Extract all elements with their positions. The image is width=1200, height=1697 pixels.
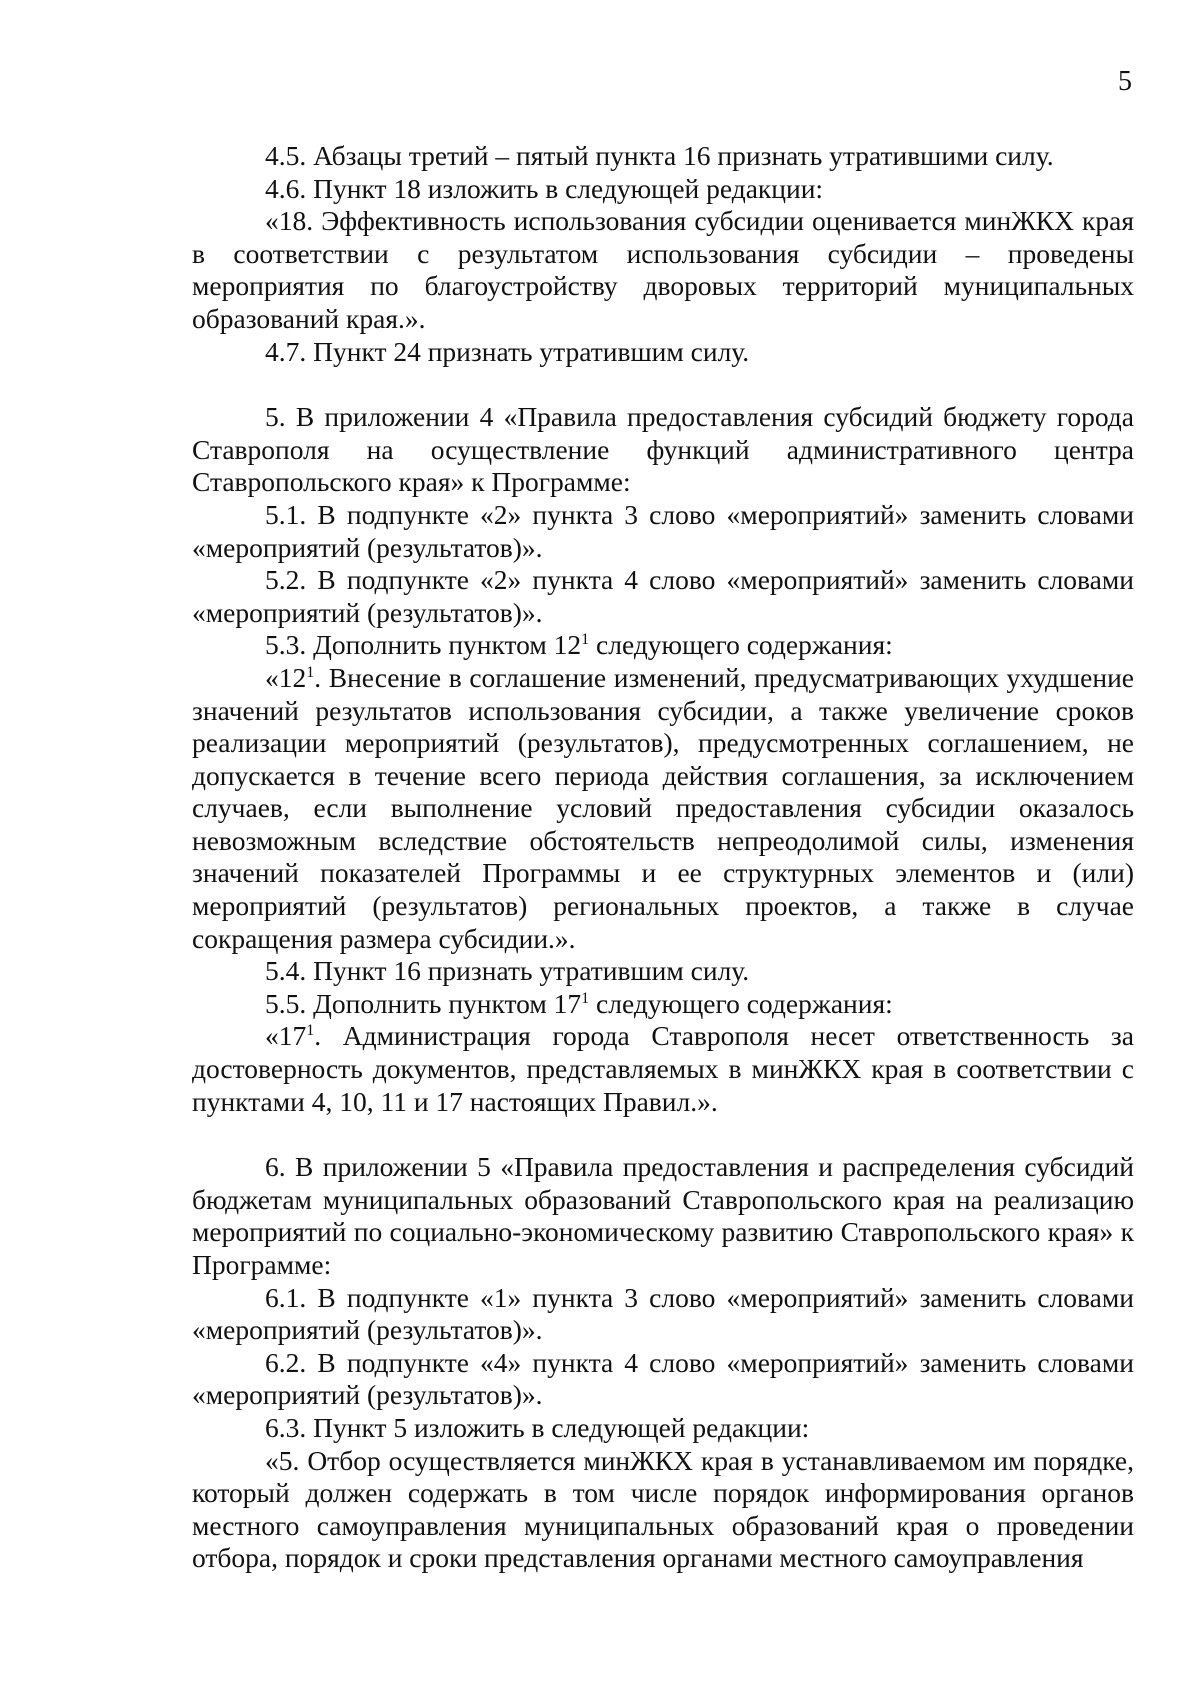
- paragraph-4-5: 4.5. Абзацы третий – пятый пункта 16 признать утратившими силу.: [265, 140, 1054, 171]
- paragraph-5-3-text: 5.3. Дополнить пунктом 12: [265, 629, 582, 661]
- paragraph-5-1: 5.1. В подпункте «2» пункта 3 слово «мероприятий» заменить словами «мероприятий (результатов)».: [192, 498, 1134, 563]
- paragraph-quote-5: «5. Отбор осуществляется минЖКХ края в устанавливаемом им порядке, который должен содержать в том числе порядок информирования органов местного самоуправления муниципальных образований края о проведении отбора, порядок и сроки представления органами местного самоуправления: [192, 1444, 1134, 1574]
- paragraph-5-4: 5.4. Пункт 16 признать утратившим силу.: [265, 955, 750, 987]
- paragraph-6-2: 6.2. В подпункте «4» пункта 4 слово «мероприятий» заменить словами «мероприятий (результатов)».: [192, 1346, 1134, 1411]
- paragraph-6-1: 6.1. В подпункте «1» пункта 3 слово «мероприятий» заменить словами «мероприятий (результатов)».: [192, 1281, 1134, 1346]
- paragraph-5-3: [192, 629, 1134, 662]
- superscript-mark: 1: [581, 631, 590, 649]
- paragraph-5: 5. В приложении 4 «Правила предоставления субсидий бюджету города Ставрополя на осуществление функций административного центра Ставропольского края» к Программе:: [192, 401, 1134, 498]
- superscript-mark: 1: [581, 989, 590, 1007]
- paragraph-quote-17-1-start: «17: [265, 1020, 307, 1052]
- paragraph-quote-18: «18. Эффективность использования субсидии оценивается минЖКХ края в соответствии с результатом использования субсидии – проведены мероприятия по благоустройству дворовых территорий муниципальных образований края.».: [192, 205, 1134, 334]
- paragraph-4-7: 4.7. Пункт 24 признать утратившим силу.: [265, 335, 750, 367]
- paragraph-quote-12-1-start: «12: [265, 661, 307, 693]
- paragraph-quote-12-1: [192, 662, 1134, 955]
- paragraph-5-2: 5.2. В подпункте «2» пункта 4 слово «мероприятий» заменить словами «мероприятий (результатов)».: [192, 564, 1134, 628]
- paragraph-5-3-tail: следующего содержания:: [589, 629, 893, 661]
- superscript-mark: 1: [306, 663, 315, 681]
- paragraph-5-5: [192, 988, 1134, 1021]
- paragraph-5-5-text: 5.5. Дополнить пунктом 17: [265, 987, 582, 1019]
- document-body: [192, 140, 1134, 1575]
- paragraph-6: 6. В приложении 5 «Правила предоставления и распределения субсидий бюджетам муниципальных образований Ставропольского края на реализацию мероприятий по социально-экономическому развитию Ставропольского края» к Программе:: [192, 1151, 1134, 1280]
- paragraph-6-3: 6.3. Пункт 5 изложить в следующей редакции:: [265, 1411, 810, 1443]
- superscript-mark: 1: [306, 1022, 315, 1040]
- paragraph-4-6: 4.6. Пункт 18 изложить в следующей редакции:: [265, 172, 824, 204]
- paragraph-quote-17-1-text: . Администрация города Ставрополя несет ответственность за достоверность документов, представляемых в минЖКХ края в соответствии с пунктами 4, 10, 11 и 17 настоящих Правил.».: [192, 1020, 1134, 1117]
- page-number: 5: [1118, 66, 1132, 97]
- paragraph-5-5-tail: следующего содержания:: [589, 987, 893, 1019]
- paragraph-quote-12-1-text: . Внесение в соглашение изменений, предусматривающих ухудшение значений результатов использования субсидии, а также увеличение сроков реализации мероприятий (результатов), предусмотренных соглашением, не допускается в течение всего периода действия соглашения, за исключением случаев, если выполнение условий предоставления субсидии оказалось невозможным вследствие обстоятельств непреодолимой силы, изменения значений показателей Программы и ее структурных элементов и (или) мероприятий (результатов) региональных проектов, а также в случае сокращения размера субсидии.».: [192, 661, 1134, 954]
- paragraph-quote-17-1: [192, 1020, 1134, 1118]
